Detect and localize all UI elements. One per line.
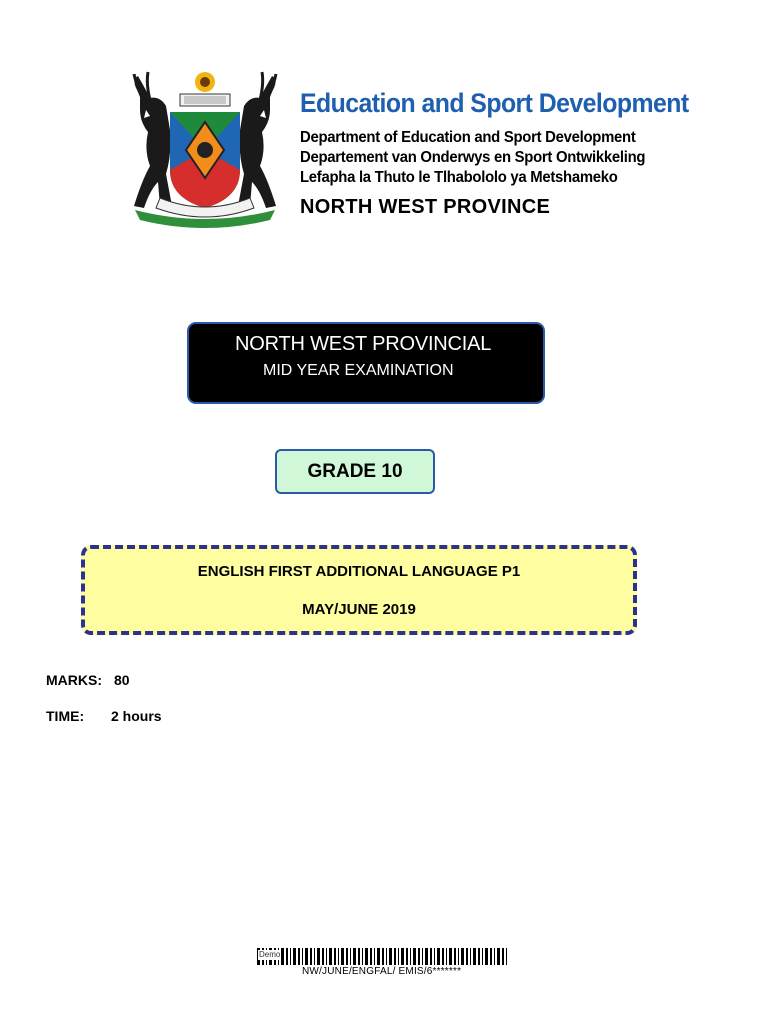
exam-title: NORTH WEST PROVINCIAL (235, 333, 492, 355)
department-name-afrikaans: Departement van Onderwys en Sport Ontwikkeling (300, 149, 646, 166)
exam-subtitle: MID YEAR EXAMINATION (263, 362, 454, 379)
marks-row (46, 672, 130, 688)
department-name-english: Department of Education and Sport Development (300, 129, 636, 146)
time-row (46, 708, 162, 724)
barcode-text: NW/JUNE/ENGFAL/ EMIS/6******* (302, 966, 462, 977)
marks-value: 80 (114, 672, 130, 688)
department-name-setswana: Lefapha la Thuto le Tlhabololo ya Metshameko (300, 169, 618, 186)
province-name: NORTH WEST PROVINCE (300, 196, 551, 218)
barcode (257, 948, 509, 965)
subject-box (81, 545, 637, 635)
time-value: 2 hours (111, 708, 162, 724)
coat-of-arms-logo (120, 70, 290, 230)
exam-title-box (187, 322, 545, 404)
subject-name: ENGLISH FIRST ADDITIONAL LANGUAGE P1 (197, 563, 521, 580)
exam-date: MAY/JUNE 2019 (302, 601, 416, 618)
brand-title: Education and Sport Development (300, 88, 689, 118)
barcode-demo-badge: Demo (259, 950, 281, 959)
time-label: TIME: (46, 708, 85, 724)
grade-box: GRADE 10 (275, 449, 435, 494)
marks-label: MARKS: (46, 672, 102, 688)
department-header (300, 86, 722, 219)
